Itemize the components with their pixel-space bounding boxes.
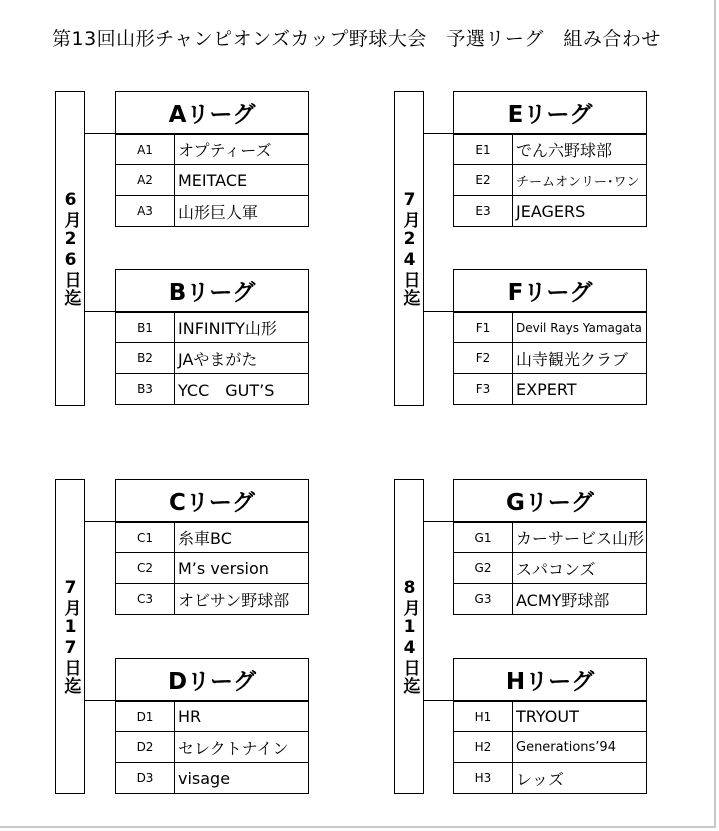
team-row: [115, 312, 309, 343]
team-code: C2: [116, 553, 175, 583]
team-code: D3: [116, 763, 175, 793]
date-box-cd: [55, 479, 85, 794]
team-name: セレクトナイン: [178, 738, 289, 758]
team-row: [453, 343, 647, 374]
date-box-gh: [394, 479, 424, 794]
team-code: C3: [116, 584, 175, 614]
team-row: [453, 374, 647, 405]
team-name: レッズ: [516, 769, 564, 789]
page-title: 第13回山形チャンピオンズカップ野球大会 予選リーグ 組み合わせ: [52, 28, 661, 50]
team-code: B3: [116, 374, 175, 404]
team-name: ACMY野球部: [516, 590, 610, 610]
team-name: JEAGERS: [516, 201, 586, 221]
date-box-ab: [55, 91, 85, 406]
team-name: スパコンズ: [516, 559, 596, 579]
league-header: Eリーグ: [453, 91, 647, 134]
team-row: [115, 701, 309, 732]
team-code: H3: [454, 763, 513, 793]
team-code: C1: [116, 523, 175, 552]
team-code: G3: [454, 584, 513, 614]
team-row: [115, 134, 309, 165]
league-a: [115, 91, 309, 228]
team-code: E3: [454, 196, 513, 226]
team-name: M’s version: [178, 558, 269, 578]
team-row: [453, 584, 647, 615]
date-label-gh: 8月14日迄: [399, 578, 420, 695]
team-code: D2: [116, 732, 175, 762]
team-code: B1: [116, 313, 175, 342]
league-header: Hリーグ: [453, 658, 647, 701]
team-code: H1: [454, 702, 513, 731]
team-name: オプティーズ: [178, 141, 272, 160]
team-row: [115, 165, 309, 196]
team-code: F2: [454, 343, 513, 373]
league-header: Aリーグ: [115, 91, 309, 134]
team-row: [453, 196, 647, 227]
team-name: 糸車BC: [178, 529, 232, 548]
connector-line: [85, 311, 115, 312]
team-name: EXPERT: [516, 379, 577, 399]
team-code: F3: [454, 374, 513, 404]
team-name: でん六野球部: [516, 141, 613, 160]
team-name: オビサン野球部: [178, 590, 290, 610]
team-row: [453, 732, 647, 763]
league-b: [115, 269, 309, 406]
connector-line: [424, 133, 454, 134]
league-f: [453, 269, 647, 406]
team-row: [115, 732, 309, 763]
league-header: Cリーグ: [115, 479, 309, 522]
date-box-ef: [394, 91, 424, 406]
league-header: Dリーグ: [115, 658, 309, 701]
team-name: MEITACE: [178, 170, 248, 190]
league-header: Gリーグ: [453, 479, 647, 522]
league-h: [453, 658, 647, 795]
team-code: A3: [116, 196, 175, 226]
team-name: Generations’94: [516, 739, 616, 755]
team-row: [453, 165, 647, 196]
team-name: 山形巨人軍: [178, 202, 259, 222]
league-g: [453, 479, 647, 616]
team-row: [453, 701, 647, 732]
connector-line: [424, 700, 454, 701]
team-row: [115, 553, 309, 584]
league-d: [115, 658, 309, 795]
connector-line: [85, 133, 115, 134]
team-name: YCC GUT’S: [178, 380, 275, 400]
team-code: A1: [116, 135, 175, 164]
team-name: カーサービス山形: [516, 529, 645, 548]
team-name: Devil Rays Yamagata: [516, 320, 642, 335]
connector-line: [85, 700, 115, 701]
team-row: [115, 374, 309, 405]
team-code: E1: [454, 135, 513, 164]
team-code: G1: [454, 523, 513, 552]
team-name: INFINITY山形: [178, 319, 277, 338]
team-name: HR: [178, 707, 202, 726]
team-row: [453, 763, 647, 794]
league-header: Fリーグ: [453, 269, 647, 312]
team-name: チームオンリー･ワン: [516, 174, 640, 190]
team-row: [453, 312, 647, 343]
team-name: TRYOUT: [516, 707, 579, 726]
team-code: F1: [454, 313, 513, 342]
league-header: Bリーグ: [115, 269, 309, 312]
team-row: [115, 196, 309, 227]
league-c: [115, 479, 309, 616]
team-code: G2: [454, 553, 513, 583]
team-name: visage: [178, 768, 231, 788]
team-code: E2: [454, 165, 513, 195]
connector-line: [85, 521, 115, 522]
team-row: [115, 522, 309, 553]
team-row: [115, 584, 309, 615]
league-e: [453, 91, 647, 228]
date-label-cd: 7月17日迄: [60, 578, 81, 695]
connector-line: [424, 311, 454, 312]
team-name: 山寺観光クラブ: [516, 349, 629, 369]
team-row: [453, 553, 647, 584]
date-label-ef: 7月24日迄: [399, 190, 420, 307]
team-row: [115, 763, 309, 794]
team-row: [115, 343, 309, 374]
date-label-ab: 6月26日迄: [60, 190, 81, 307]
team-name: JAやまがた: [178, 349, 258, 369]
team-row: [453, 134, 647, 165]
connector-line: [424, 521, 454, 522]
team-code: B2: [116, 343, 175, 373]
team-code: H2: [454, 732, 513, 762]
team-code: A2: [116, 165, 175, 195]
team-row: [453, 522, 647, 553]
team-code: D1: [116, 702, 175, 731]
